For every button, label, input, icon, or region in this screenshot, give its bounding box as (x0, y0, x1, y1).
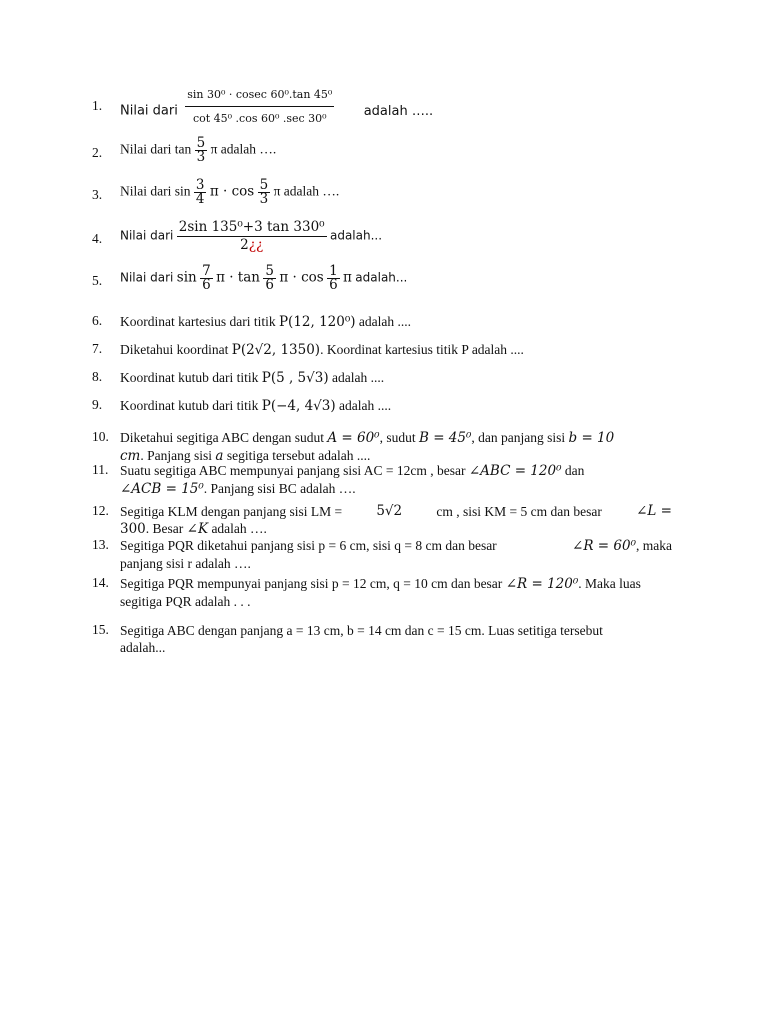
numerator: 5 (259, 177, 269, 193)
question-line (120, 480, 672, 498)
math-text: b = 10 (568, 430, 615, 446)
math-text: π · tan (216, 269, 260, 286)
question-number: 15. (92, 622, 109, 637)
question-text: Nilai dari (120, 228, 174, 243)
question-suffix: π adalah …. (273, 183, 340, 199)
question-text: , maka (636, 538, 672, 553)
denominator: cot 45⁰ .cos 60⁰ .sec 30⁰ (185, 106, 334, 125)
question-text: Diketahui segitiga ABC dengan sudut (120, 430, 324, 445)
math-text: P(5 , 5√3) (261, 370, 329, 386)
math-text: A = 60⁰ (327, 430, 380, 446)
question-number: 8. (92, 369, 103, 384)
question-text: Koordinat kutub dari titik (120, 398, 259, 413)
denominator: 4 (195, 191, 205, 207)
question-line (120, 503, 672, 520)
question-line (120, 462, 672, 480)
question-suffix: . Koordinat kartesius titik P adalah .... (320, 342, 524, 357)
math-text: π (343, 269, 352, 286)
question-suffix: adalah .... (358, 314, 412, 329)
denominator-value: 2 (240, 237, 249, 253)
question-text: Nilai dari tan (120, 141, 192, 157)
question-text: Suatu segitiga ABC mempunyai panjang sisi AC = 12cm , besar (120, 463, 466, 478)
fraction (195, 137, 208, 164)
math-text: ∠ABC = 120⁰ (468, 463, 562, 479)
denominator-error-glyph: ¿¿ (248, 237, 264, 253)
math-text: 5√2 (376, 503, 403, 519)
question-number: 11. (92, 462, 109, 477)
question-text: , sudut (379, 430, 416, 445)
question-number: 12. (92, 503, 109, 518)
question-suffix: π adalah …. (210, 141, 277, 157)
question-suffix: adalah ….. (363, 103, 434, 119)
question-line: adalah... (120, 640, 166, 655)
numerator: 5 (265, 263, 274, 279)
question-suffix: adalah... (329, 228, 383, 243)
question-text: Nilai dari (120, 270, 174, 285)
question-number: 4. (92, 231, 103, 246)
question-text: Segitiga PQR diketahui panjang sisi p = 6 cm, sisi q = 8 cm dan besar (120, 538, 497, 553)
fraction (200, 265, 213, 292)
question-number: 1. (92, 98, 103, 113)
math-text: P(2√2, 1350) (231, 342, 321, 358)
numerator: 5 (196, 135, 206, 151)
question-number: 6. (92, 313, 103, 328)
math-text: 300 (120, 521, 146, 537)
question-text: Segitiga KLM dengan panjang sisi LM = (120, 504, 343, 519)
question-text: Koordinat kutub dari titik (120, 370, 259, 385)
math-text: π · cos (209, 183, 255, 200)
math-text: a (215, 448, 224, 464)
numerator: 3 (195, 177, 205, 193)
math-text: P(12, 120⁰) (278, 314, 356, 330)
question-line: Segitiga ABC dengan panjang a = 13 cm, b = 14 cm dan c = 15 cm. Luas setitiga tersebut (120, 623, 603, 638)
math-text: ∠R = 120⁰ (505, 576, 579, 592)
question-text: segitiga tersebut adalah .... (226, 448, 371, 463)
math-text: P(−4, 4√3) (261, 398, 336, 414)
question-number: 7. (92, 341, 103, 356)
question-suffix: adalah .... (339, 398, 392, 413)
denominator: 3 (196, 149, 206, 165)
fraction (327, 265, 340, 292)
denominator: 6 (329, 277, 338, 293)
fraction (177, 221, 327, 252)
question-line (120, 429, 672, 447)
fraction (185, 88, 334, 125)
question-number: 3. (92, 187, 103, 202)
math-text: B = 45⁰ (418, 430, 472, 446)
question-text: Segitiga PQR mempunyai panjang sisi p = 12 cm, q = 10 cm dan besar (120, 576, 503, 591)
question-number: 2. (92, 145, 103, 160)
question-line (120, 575, 672, 593)
fraction (258, 179, 271, 206)
math-text: ∠ACB = 15⁰ (120, 481, 204, 497)
question-line (120, 520, 672, 538)
denominator: 6 (265, 277, 274, 293)
question-line: segitiga PQR adalah . . . (120, 594, 251, 609)
question-suffix: adalah .... (331, 370, 385, 385)
math-text: sin (176, 269, 197, 286)
fraction (263, 265, 276, 292)
question-text: adalah …. (211, 521, 267, 536)
question-text: Nilai dari (120, 103, 178, 119)
question-line: panjang sisi r adalah …. (120, 556, 251, 571)
denominator: 3 (259, 191, 269, 207)
question-text: dan (564, 463, 585, 478)
math-text: ∠R = 60⁰ (572, 538, 636, 554)
math-text: ∠K (186, 521, 209, 537)
question-text: . Besar (145, 521, 184, 536)
numerator: 1 (329, 263, 338, 279)
question-suffix: adalah... (355, 270, 408, 285)
question-text: Nilai dari sin (120, 183, 191, 199)
question-text: Koordinat kartesius dari titik (120, 314, 276, 329)
question-number: 13. (92, 537, 109, 552)
math-text: cm (120, 448, 141, 464)
question-number: 10. (92, 429, 109, 444)
question-text: . Maka luas (578, 576, 641, 591)
math-text: ∠L = (636, 503, 672, 519)
question-text: . Panjang sisi BC adalah …. (203, 481, 356, 496)
question-text: , dan panjang sisi (471, 430, 566, 445)
question-number: 5. (92, 273, 103, 288)
question-text: cm , sisi KM = 5 cm dan besar (436, 504, 602, 519)
numerator: sin 30⁰ · cosec 60⁰.tan 45⁰ (187, 88, 333, 101)
question-text: . Panjang sisi (140, 448, 213, 463)
question-text: Diketahui koordinat (120, 342, 229, 357)
question-number: 14. (92, 575, 109, 590)
math-text: π · cos (279, 269, 324, 286)
numerator: 2sin 135⁰+3 tan 330⁰ (178, 219, 325, 235)
question-number: 9. (92, 397, 103, 412)
numerator: 7 (202, 263, 211, 279)
fraction (194, 179, 207, 206)
denominator (177, 236, 327, 252)
question-line (120, 537, 672, 555)
denominator: 6 (202, 277, 211, 293)
